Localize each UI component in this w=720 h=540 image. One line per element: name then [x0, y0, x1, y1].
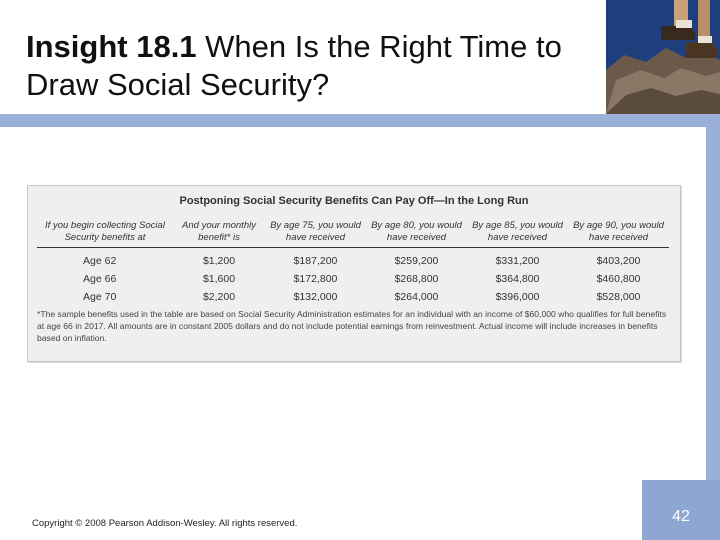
page-number: 42 [672, 508, 690, 525]
copyright-notice: Copyright © 2008 Pearson Addison-Wesley. All rights reserved. [32, 518, 298, 529]
table-row [37, 288, 669, 306]
table-cell: Age 62 [83, 255, 117, 267]
column-header: If you begin collecting Social Security benefits at [37, 220, 173, 248]
column-header: By age 90, you would have received [568, 220, 669, 248]
column-header: By age 75, you would have received [265, 220, 366, 248]
table-cell: $187,200 [293, 255, 338, 267]
table-cell: $264,000 [394, 291, 439, 303]
table-row [37, 248, 669, 271]
table-footnote: *The sample benefits used in the table are based on Social Security Administration estimates for an individual with an income of $60,000 who qualifies for full benefits at age 66 in 2017. All amounts are in constant 2005 dollars and do not include potential earnings from reinvestment. Actual income will include increases in benefits based on inflation. [37, 309, 667, 343]
table-cell: $172,800 [293, 273, 338, 285]
table-cell: Age 66 [83, 273, 117, 285]
table-row [37, 270, 669, 288]
benefits-table [37, 220, 669, 306]
table-cell: $460,800 [596, 273, 641, 285]
table-cell: $2,200 [202, 291, 236, 303]
slide-title-bold: Insight 18.1 [26, 29, 197, 64]
table-cell: $331,200 [495, 255, 540, 267]
slide-title-rest: When Is the Right Time to Draw Social Security? [26, 29, 562, 102]
accent-band [0, 114, 720, 127]
table-title: Postponing Social Security Benefits Can Pay Off—In the Long Run [179, 195, 529, 207]
table-cell: $1,200 [202, 255, 236, 267]
table-cell: Age 70 [83, 291, 117, 303]
column-header: By age 85, you would have received [467, 220, 568, 248]
table-cell: $364,800 [495, 273, 540, 285]
table-header-row [37, 220, 669, 248]
table-cell: $259,200 [394, 255, 439, 267]
slide-title [26, 28, 586, 104]
table-cell: $1,600 [202, 273, 236, 285]
benefits-table-image [27, 185, 681, 362]
table-cell: $268,800 [394, 273, 439, 285]
table-cell: $403,200 [596, 255, 641, 267]
table-cell: $132,000 [293, 291, 338, 303]
table-cell: $528,000 [596, 291, 641, 303]
right-accent-bar [706, 127, 720, 480]
table-cell: $396,000 [495, 291, 540, 303]
column-header: By age 80, you would have received [366, 220, 467, 248]
column-header: And your monthly benefit* is [173, 220, 265, 248]
hiker-boots-photo [606, 0, 720, 114]
